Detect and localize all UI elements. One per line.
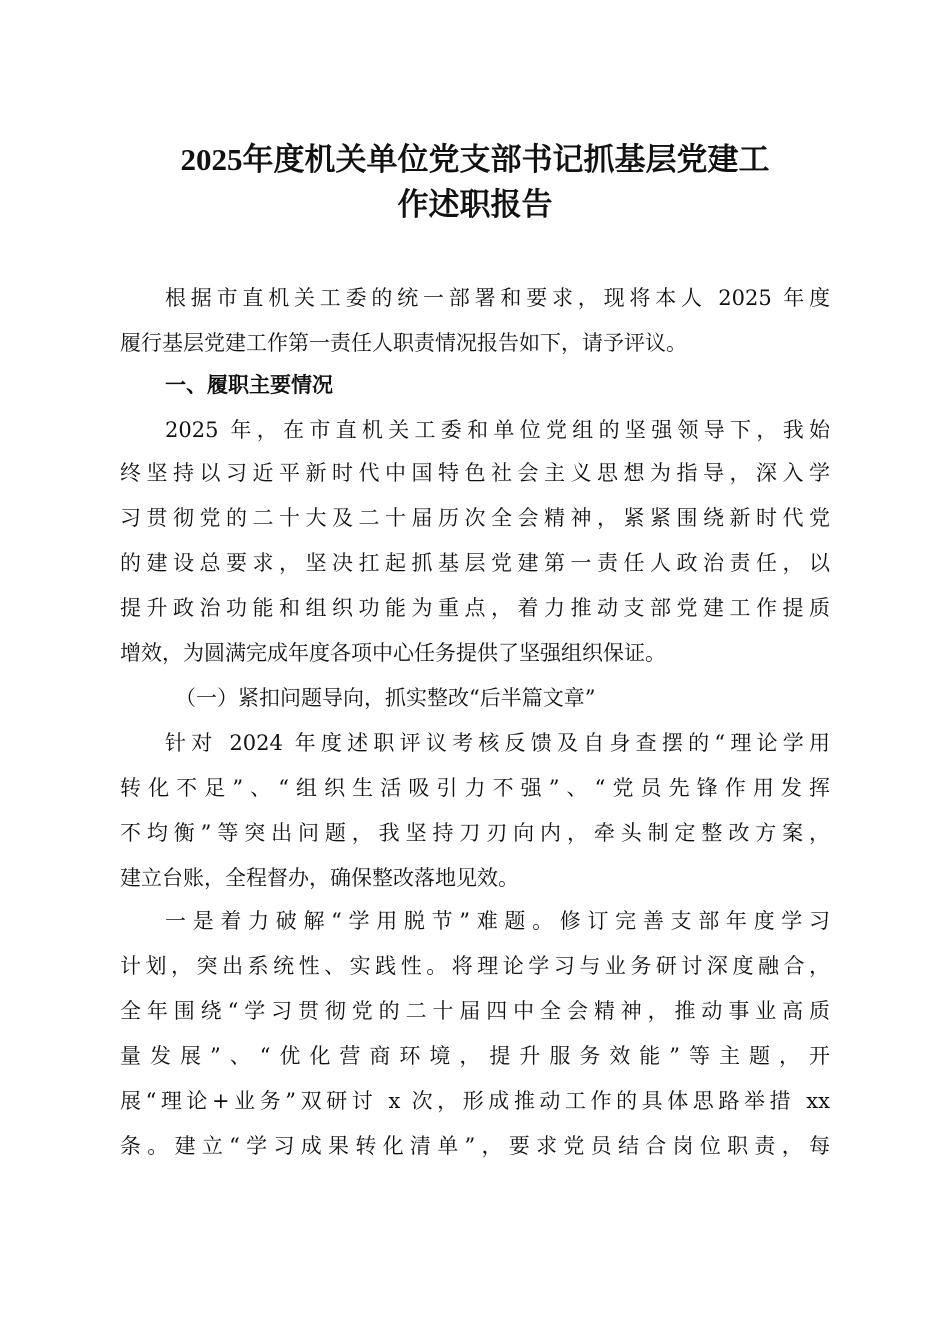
paragraph-line: 针对 2024 年度述职评议考核反馈及自身查摆的“理论学用 — [165, 731, 830, 755]
paragraph-line: 计划，突出系统性、实践性。将理论学习与业务研讨深度融合， — [120, 954, 830, 978]
paragraph-line: 转化不足”、“组织生活吸引力不强”、“党员先锋作用发挥 — [120, 776, 830, 800]
paragraph-line: 增效，为圆满完成年度各项中心任务提供了坚强组织保证。 — [120, 641, 666, 665]
document-title-line-1: 2025年度机关单位党支部书记抓基层党建工 — [180, 142, 770, 177]
paragraph-line: 终坚持以习近平新时代中国特色社会主义思想为指导，深入学 — [120, 461, 830, 485]
subsection-heading: （一）紧扣问题导向，抓实整改“后半篇文章” — [175, 686, 596, 710]
paragraph-line: 展“理论+业务”双研讨 x 次，形成推动工作的具体思路举措 xx — [120, 1089, 830, 1113]
paragraph-line: 条。建立“学习成果转化清单”，要求党员结合岗位职责，每 — [120, 1134, 830, 1158]
paragraph-line: 不均衡”等突出问题，我坚持刀刃向内，牵头制定整改方案， — [120, 821, 830, 845]
paragraph-line: 量发展”、“优化营商环境，提升服务效能”等主题，开 — [120, 1044, 830, 1068]
paragraph-line: 的建设总要求，坚决扛起抓基层党建第一责任人政治责任，以 — [120, 551, 830, 575]
paragraph-line: 全年围绕“学习贯彻党的二十届四中全会精神，推动事业高质 — [120, 999, 830, 1023]
paragraph-line: 提升政治功能和组织功能为重点，着力推动支部党建工作提质 — [120, 596, 830, 620]
document-title-line-2: 作述职报告 — [397, 187, 553, 222]
section-heading: 一、履职主要情况 — [165, 372, 333, 397]
paragraph-line: 一是着力破解“学用脱节”难题。修订完善支部年度学习 — [165, 909, 830, 933]
paragraph-line: 建立台账，全程督办，确保整改落地见效。 — [120, 866, 519, 890]
paragraph-line: 根据市直机关工委的统一部署和要求，现将本人 2025 年度 — [165, 286, 830, 310]
paragraph-line: 2025 年，在市直机关工委和单位党组的坚强领导下，我始 — [165, 418, 830, 442]
paragraph-line: 履行基层党建工作第一责任人职责情况报告如下，请予评议。 — [120, 331, 687, 355]
paragraph-line: 习贯彻党的二十大及二十届历次全会精神，紧紧围绕新时代党 — [120, 506, 830, 530]
